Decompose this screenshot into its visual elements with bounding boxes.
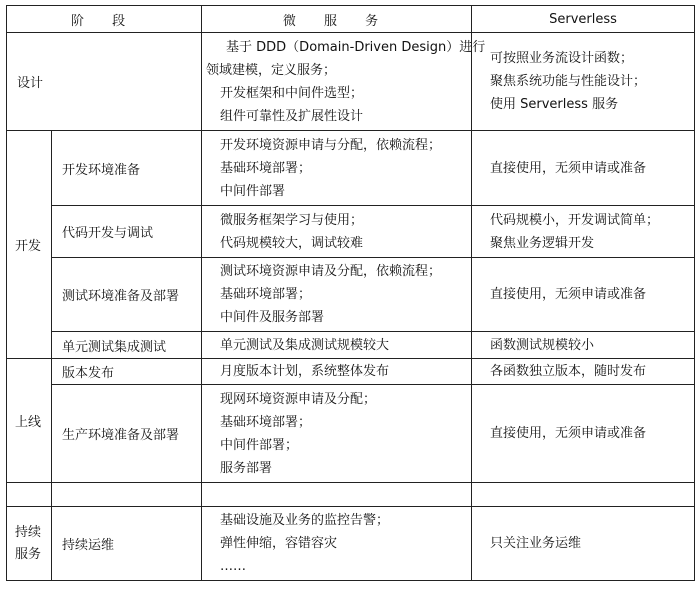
stage-ops: 持续 服务 <box>7 507 52 581</box>
row-launch-prod <box>7 385 695 483</box>
sub-dev-code: 代码开发与调试 <box>52 206 202 258</box>
ms-dev-env: 开发环境资源申请与分配，依赖流程； 基础环境部署； 中间件部署 <box>202 131 472 206</box>
sub-ops: 持续运维 <box>52 507 202 581</box>
sl-design: 可按照业务流设计函数； 聚焦系统功能与性能设计； 使用 Serverless 服务 <box>472 33 695 131</box>
ms-dev-code: 微服务框架学习与使用； 代码规模较大，调试较难 <box>202 206 472 258</box>
header-row <box>7 6 695 33</box>
sub-dev-unit: 单元测试集成测试 <box>52 332 202 359</box>
ms-ops: 基础设施及业务的监控告警； 弹性伸缩，容错容灾 …… <box>202 507 472 581</box>
sub-dev-test: 测试环境准备及部署 <box>52 258 202 332</box>
ms-dev-test: 测试环境资源申请及分配，依赖流程； 基础环境部署； 中间件及服务部署 <box>202 258 472 332</box>
header-stage: 阶 段 <box>7 6 202 33</box>
sl-launch-release: 各函数独立版本，随时发布 <box>472 359 695 385</box>
stage-dev: 开发 <box>7 131 52 359</box>
row-ops <box>7 507 695 581</box>
sl-dev-env: 直接使用，无须申请或准备 <box>472 131 695 206</box>
empty-cell <box>202 483 472 507</box>
empty-cell <box>7 483 52 507</box>
ms-design: 基于 DDD（Domain-Driven Design）进行 领域建模，定义服务； 开发框架和中间件选型； 组件可靠性及扩展性设计 <box>202 33 472 131</box>
sub-dev-env: 开发环境准备 <box>52 131 202 206</box>
row-empty <box>7 483 695 507</box>
header-serverless: Serverless <box>472 6 695 33</box>
row-dev-test <box>7 258 695 332</box>
sl-dev-test: 直接使用，无须申请或准备 <box>472 258 695 332</box>
sl-dev-code: 代码规模小，开发调试简单； 聚焦业务逻辑开发 <box>472 206 695 258</box>
sl-dev-unit: 函数测试规模较小 <box>472 332 695 359</box>
empty-cell <box>472 483 695 507</box>
row-dev-env <box>7 131 695 206</box>
row-dev-code <box>7 206 695 258</box>
comparison-table <box>6 5 695 581</box>
ms-launch-release: 月度版本计划，系统整体发布 <box>202 359 472 385</box>
serverless-service-line: 使用 Serverless 服务 <box>490 97 619 112</box>
sl-launch-prod: 直接使用，无须申请或准备 <box>472 385 695 483</box>
ms-dev-unit: 单元测试及集成测试规模较大 <box>202 332 472 359</box>
row-launch-release <box>7 359 695 385</box>
ms-launch-prod: 现网环境资源申请及分配； 基础环境部署； 中间件部署； 服务部署 <box>202 385 472 483</box>
empty-cell <box>52 483 202 507</box>
sl-ops: 只关注业务运维 <box>472 507 695 581</box>
sub-launch-prod: 生产环境准备及部署 <box>52 385 202 483</box>
header-microservice: 微 服 务 <box>202 6 472 33</box>
stage-launch: 上线 <box>7 359 52 483</box>
stage-design: 设计 <box>7 33 202 131</box>
sub-launch-release: 版本发布 <box>52 359 202 385</box>
row-dev-unit <box>7 332 695 359</box>
row-design <box>7 33 695 131</box>
